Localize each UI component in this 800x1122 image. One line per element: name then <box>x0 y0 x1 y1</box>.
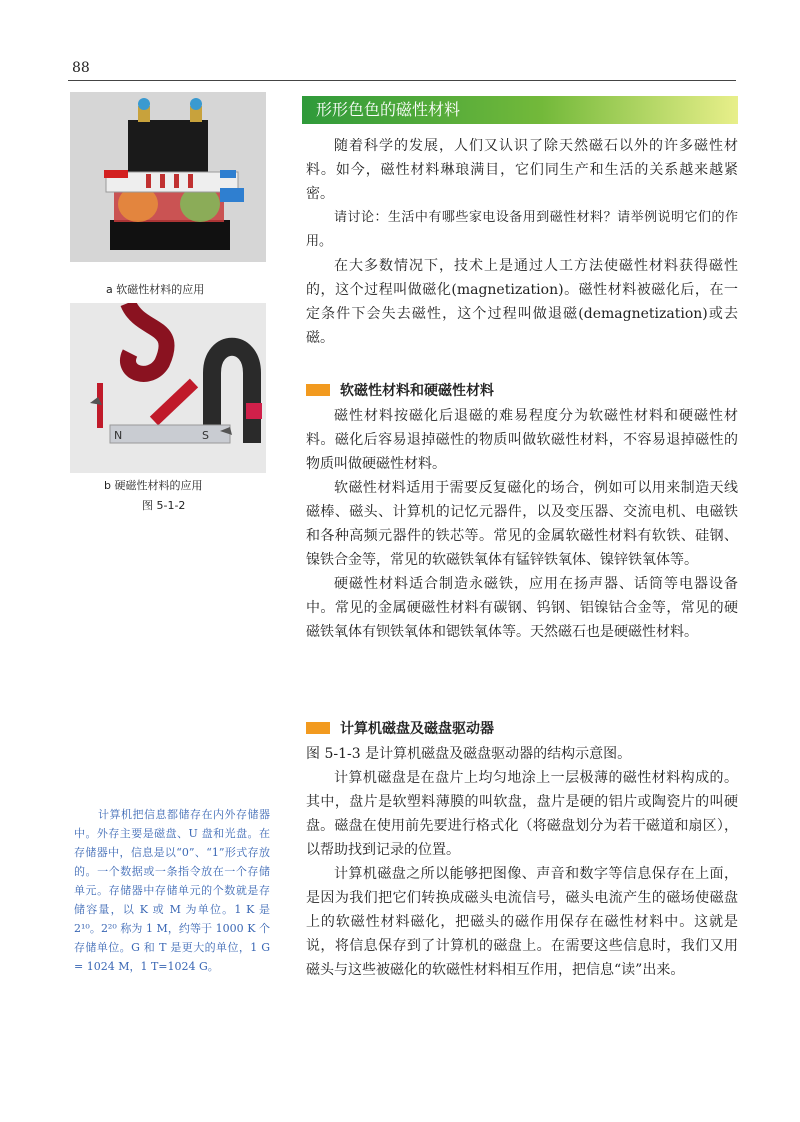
section1-paragraph-2: 软磁性材料适用于需要反复磁化的场合，例如可以用来制造天线磁棒、磁头、计算机的记忆元器件，以及变压器、交流电机、电磁铁和各种高频元器件的铁芯等。常见的金属软磁性材料有软铁、硅钢、镍铁合金等，常见的软磁铁氧体有锰锌铁氧体、镍锌铁氧体等。 <box>306 480 738 568</box>
section1-paragraph-1: 磁性材料按磁化后退磁的难易程度分为软磁性材料和硬磁性材料。磁化后容易退掉磁性的物质叫做软磁性材料，不容易退掉磁性的物质叫做硬磁性材料。 <box>306 408 738 472</box>
section2-paragraph-3: 计算机磁盘之所以能够把图像、声音和数字等信息保存在上面，是因为我们把它们转换成磁头电流信号，磁头电流产生的磁场使磁盘上的软磁性材料磁化，把磁头的磁作用保存在磁性材料中。这就是说，将信息保存到了计算机的磁盘上。在需要这些信息时，我们又用磁头与这些被磁化的软磁性材料相互作用，把信息“读”出来。 <box>306 866 738 978</box>
section1-paragraph-3: 硬磁性材料适合制造永磁铁，应用在扬声器、话筒等电器设备中。常见的金属硬磁性材料有碳钢、钨钢、铝镍钴合金等，常见的硬磁铁氧体有钡铁氧体和锶铁氧体等。天然磁石也是硬磁性材料。 <box>306 576 738 640</box>
intro-paragraph-2: 在大多数情况下，技术上是通过人工方法使磁性材料获得磁性的，这个过程叫做磁化(magnetization)。磁性材料被磁化后，在一定条件下会失去磁性，这个过程叫做退磁(demagnetization)或去磁。 <box>306 258 738 346</box>
figure-a-caption: a 软磁性材料的应用 <box>106 283 205 296</box>
header-rule <box>68 80 736 81</box>
section2-block <box>306 742 738 982</box>
section2-heading <box>306 718 494 738</box>
heading-marker <box>306 722 330 734</box>
section1-heading-text: 软磁性材料和硬磁性材料 <box>340 383 494 399</box>
figure-b-caption: b 硬磁性材料的应用 <box>104 479 203 492</box>
section2-paragraph-2: 计算机磁盘是在盘片上均匀地涂上一层极薄的磁性材料构成的。其中，盘片是软塑料薄膜的叫软盘，盘片是硬的铝片或陶瓷片的叫硬盘。磁盘在使用前先要进行格式化（将磁盘划分为若干磁道和扇区），以帮助找到记录的位置。 <box>306 770 738 858</box>
section2-paragraph-1: 图 5-1-3 是计算机磁盘及磁盘驱动器的结构示意图。 <box>306 746 632 762</box>
heading-marker <box>306 384 330 396</box>
section2-heading-text: 计算机磁盘及磁盘驱动器 <box>340 721 494 737</box>
section1-heading <box>306 380 494 400</box>
margin-note: 计算机把信息都储存在内外存储器中。外存主要是磁盘、U 盘和光盘。在存储器中，信息是以“0”、“1”形式存放的。一个数据或一条指令放在一个存储单元。存储器中存储单元的个数就是存储容量，以 K 或 M 为单位。1 K 是 2¹⁰。2²⁰ 称为 1 M，约等于 1000 K 个存储单位。G 和 T 是更大的单位，1 G = 1024 M，1 T=1024 G。 <box>74 808 270 973</box>
banner-title: 形形色色的磁性材料 <box>316 100 461 119</box>
figure-soft-magnetic-photo <box>70 92 266 262</box>
magnet-south-label: S <box>202 429 209 442</box>
section-banner <box>302 96 738 124</box>
discussion-prompt: 请讨论：生活中有哪些家电设备用到磁性材料？请举例说明它们的作用。 <box>306 210 738 249</box>
intro-block <box>306 134 738 350</box>
intro-paragraph-1: 随着科学的发展，人们又认识了除天然磁石以外的许多磁性材料。如今，磁性材料琳琅满目，它们同生产和生活的关系越来越紧密。 <box>306 138 738 202</box>
magnet-north-label: N <box>114 429 123 442</box>
figure-number: 图 5-1-2 <box>142 499 186 512</box>
section1-block <box>306 404 738 644</box>
figure-hard-magnetic-photo <box>70 303 266 473</box>
page-number: 88 <box>72 60 90 76</box>
